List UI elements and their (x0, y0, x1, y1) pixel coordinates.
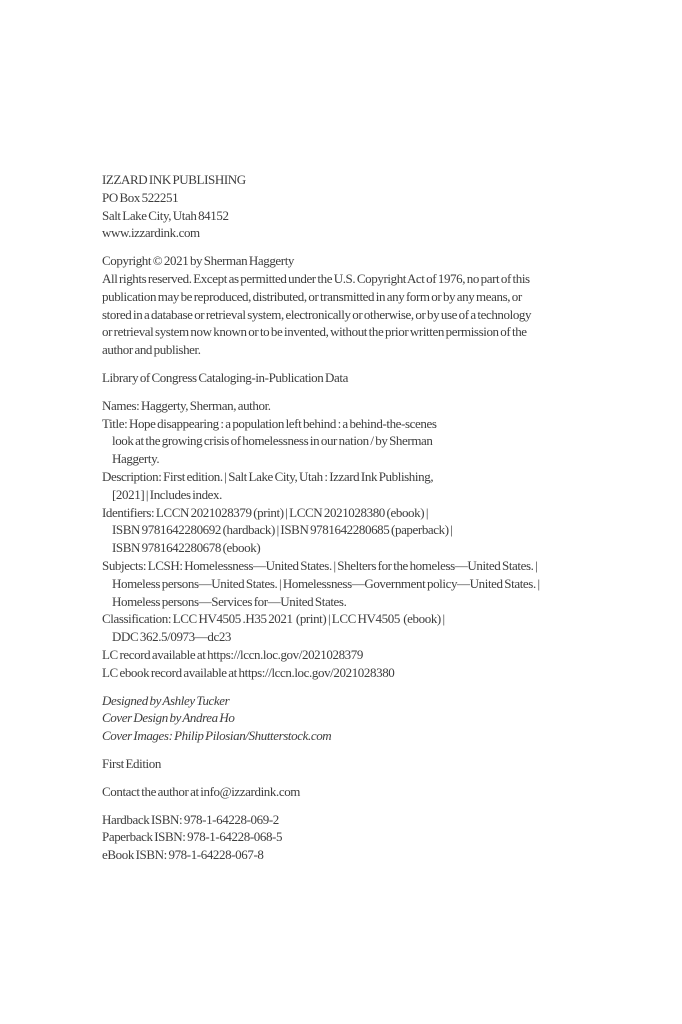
ebook-isbn: eBook ISBN: 978-1-64228-067-8 (102, 847, 264, 863)
cip-subjects-line: Homeless persons—United States. | Homelessness—Government policy—United States. | (112, 575, 540, 591)
contact-line: Contact the author at info@izzardink.com (102, 783, 301, 799)
cip-identifiers-line: ISBN 9781642280678 (ebook) (112, 540, 261, 556)
designer-credit: Designed by Ashley Tucker (102, 692, 230, 708)
cip-block (102, 397, 680, 682)
edition-notice-text: First Edition (102, 755, 161, 771)
copyright-page-content (102, 171, 680, 874)
cip-classification-line: DDC 362.5/0973—dc23 (112, 629, 232, 645)
cip-identifiers-line: Identifiers: LCCN 2021028379 (print) | LCCN 2021028380 (ebook) | (102, 504, 429, 520)
cip-subjects-line: Homeless persons—Services for—United States. (112, 593, 347, 609)
cip-description-line: [2021] | Includes index. (112, 486, 222, 502)
hardback-isbn: Hardback ISBN: 978-1-64228-069-2 (102, 811, 279, 827)
rights-statement-line: author and publisher. (102, 342, 201, 358)
publisher-website: www.izzardink.com (102, 225, 200, 241)
publisher-city: Salt Lake City, Utah 84152 (102, 207, 229, 223)
rights-statement-line: or retrieval system now known or to be invented, without the prior written permission of the (102, 324, 527, 340)
cover-images-credit: Cover Images: Philip Pilosian/Shutterstock.com (102, 728, 332, 744)
lc-ebook-record-line: LC ebook record available at https://lccn.loc.gov/2021028380 (102, 664, 395, 680)
cip-title-line: look at the growing crisis of homelessness in our nation / by Sherman (112, 433, 433, 449)
copyright-block (102, 252, 680, 359)
cip-classification-line: Classification: LCC HV4505 .H35 2021 (print) | LCC HV4505 (ebook) | (102, 611, 445, 627)
rights-statement-line: publication may be reproduced, distributed, or transmitted in any form or by any means, or (102, 288, 522, 304)
cip-identifiers-line: ISBN 9781642280692 (hardback) | ISBN 9781642280685 (paperback) | (112, 522, 453, 538)
paperback-isbn: Paperback ISBN: 978-1-64228-068-5 (102, 829, 283, 845)
contact-block (102, 783, 680, 801)
copyright-notice: Copyright © 2021 by Sherman Haggerty (102, 253, 295, 269)
publisher-name: IZZARD INK PUBLISHING (102, 172, 246, 187)
cip-subjects-line: Subjects: LCSH: Homelessness—United States. | Shelters for the homeless—United States. | (102, 557, 538, 573)
lc-record-line: LC record available at https://lccn.loc.gov/2021028379 (102, 646, 363, 662)
cip-names-line: Names: Haggerty, Sherman, author. (102, 397, 271, 413)
cip-title-line: Haggerty. (112, 451, 160, 467)
rights-statement-line: All rights reserved. Except as permitted under the U.S. Copyright Act of 1976, no part of this (102, 270, 530, 286)
cover-design-credit: Cover Design by Andrea Ho (102, 710, 235, 726)
cip-description-line: Description: First edition. | Salt Lake City, Utah : Izzard Ink Publishing, (102, 468, 434, 484)
cip-title-line: Title: Hope disappearing : a population left behind : a behind-the-scenes (102, 415, 437, 431)
publisher-po-box: PO Box 522251 (102, 189, 179, 205)
credits-block (102, 692, 680, 745)
cip-heading (102, 369, 680, 387)
edition-notice (102, 755, 680, 773)
cip-heading-text: Library of Congress Cataloging-in-Publication Data (102, 369, 348, 385)
isbn-block (102, 811, 680, 864)
publisher-block (102, 171, 680, 242)
rights-statement-line: stored in a database or retrieval system, electronically or otherwise, or by use of a technology (102, 306, 532, 322)
